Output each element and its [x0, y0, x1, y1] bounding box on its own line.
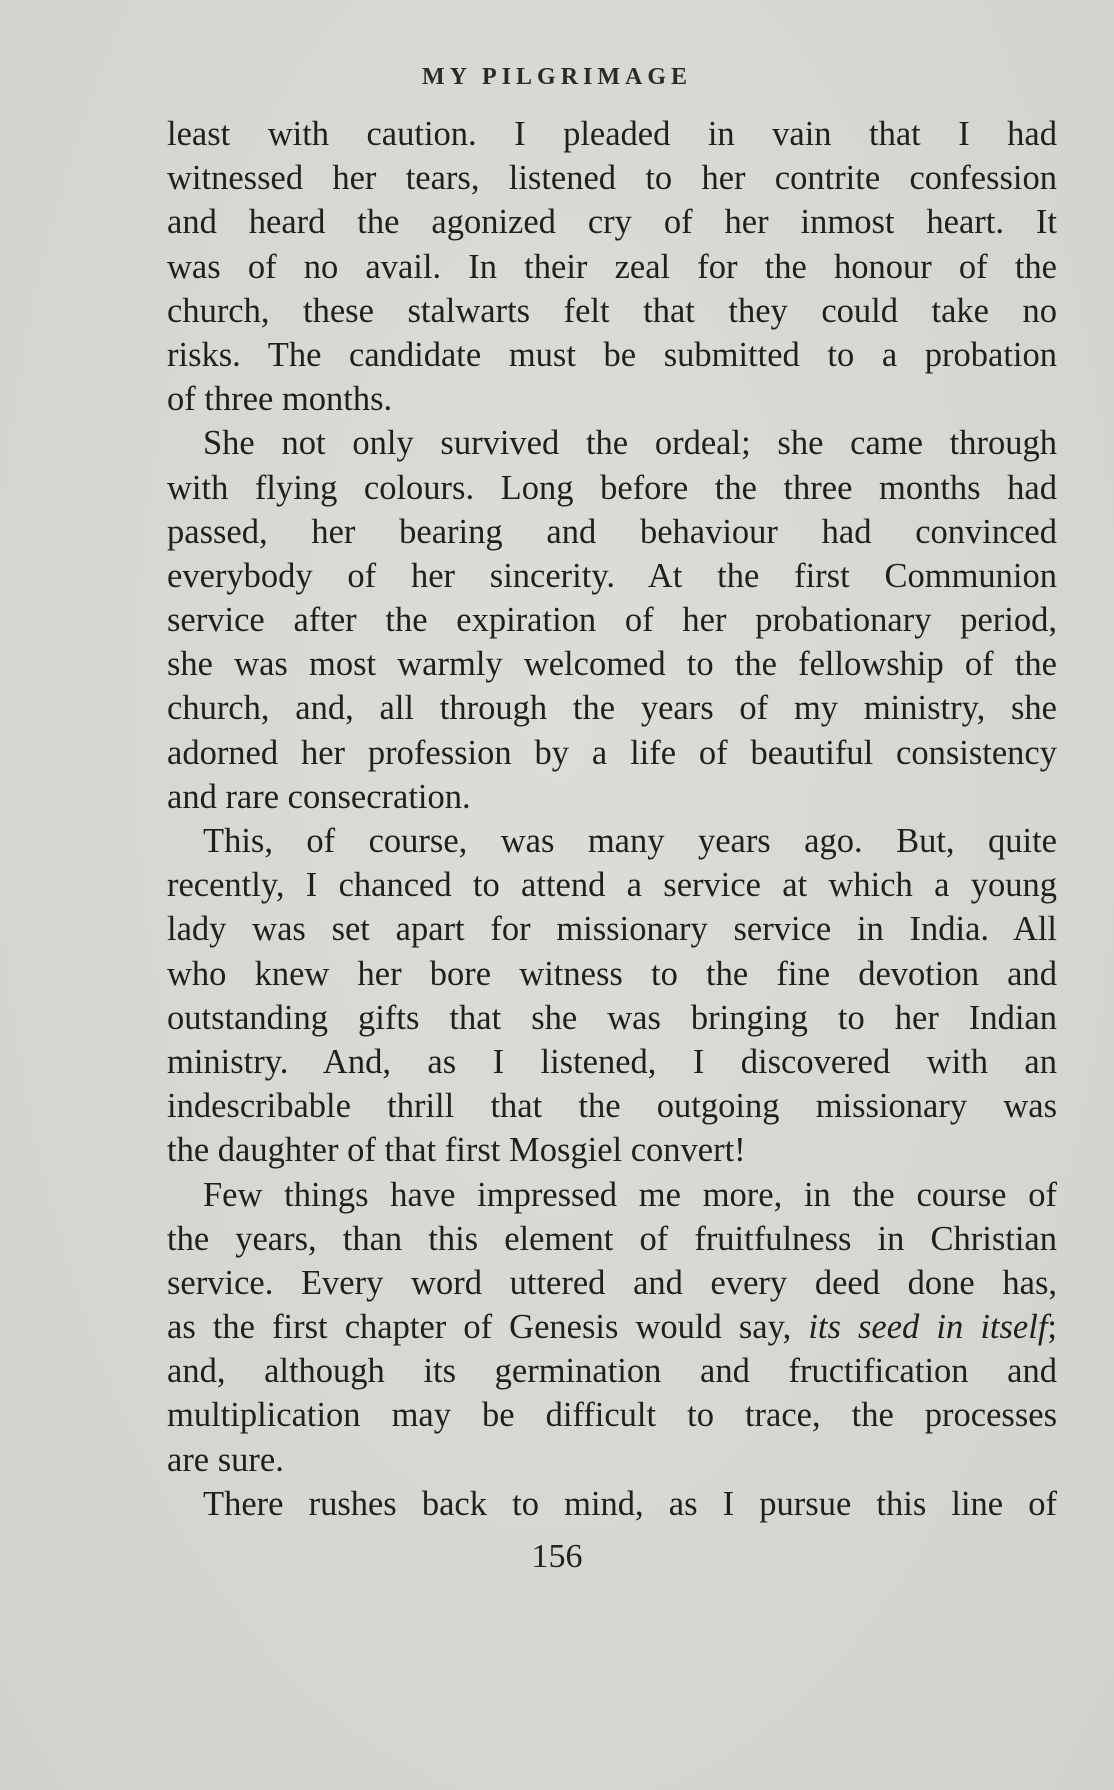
text-line: was of no avail. In their zeal for the honour of the [167, 247, 1057, 286]
text-line: with flying colours. Long before the three months had [167, 468, 1057, 507]
page-number: 156 [531, 1538, 583, 1575]
text-segment: as the first chapter of Genesis would say, [167, 1308, 809, 1347]
text-line: recently, I chanced to attend a service at which a young [167, 866, 1057, 905]
text-line: passed, her bearing and behaviour had convinced [167, 512, 1057, 551]
running-head: MY PILGRIMAGE [421, 64, 693, 90]
body-text [167, 112, 1057, 1526]
text-line: There rushes back to mind, as I pursue this line of [203, 1484, 1057, 1523]
text-line: witnessed her tears, listened to her contrite confession [167, 159, 1057, 198]
text-line: who knew her bore witness to the fine devotion and [167, 954, 1057, 993]
text-line-with-italic [167, 1305, 1057, 1349]
text-line: indescribable thrill that the outgoing missionary was [167, 1087, 1057, 1126]
text-line: of three months. [167, 380, 393, 419]
text-line: she was most warmly welcomed to the fellowship of the [167, 645, 1057, 684]
text-line: ministry. And, as I listened, I discovered with an [167, 1042, 1057, 1081]
text-line: church, these stalwarts felt that they could take no [167, 291, 1057, 330]
text-line: are sure. [167, 1440, 284, 1479]
text-segment: ; [1047, 1308, 1057, 1347]
text-line: risks. The candidate must be submitted to a probation [167, 335, 1057, 374]
text-line: adorned her profession by a life of beautiful consistency [167, 733, 1057, 772]
text-line: least with caution. I pleaded in vain that I had [167, 115, 1057, 153]
text-line: and heard the agonized cry of her inmost heart. It [167, 203, 1057, 242]
text-line: multiplication may be difficult to trace, the processes [167, 1396, 1057, 1435]
text-line: She not only survived the ordeal; she came through [203, 424, 1057, 463]
text-line: service. Every word uttered and every deed done has, [167, 1263, 1057, 1302]
text-line: This, of course, was many years ago. But, quite [203, 822, 1057, 860]
text-line: Few things have impressed me more, in the course of [203, 1175, 1057, 1214]
text-line: the daughter of that first Mosgiel convert! [167, 1131, 746, 1170]
text-line: church, and, all through the years of my ministry, she [167, 689, 1057, 728]
text-line: the years, than this element of fruitfulness in Christian [167, 1219, 1057, 1258]
text-line: lady was set apart for missionary service in India. All [167, 910, 1057, 949]
text-line: and, although its germination and fructification and [167, 1352, 1057, 1391]
text-line: and rare consecration. [167, 777, 471, 816]
text-line: everybody of her sincerity. At the first Communion [167, 556, 1057, 595]
italic-quotation: its seed in itself [808, 1308, 1048, 1347]
text-line: outstanding gifts that she was bringing to her Indian [167, 998, 1057, 1037]
text-line: service after the expiration of her probationary period, [167, 601, 1057, 640]
